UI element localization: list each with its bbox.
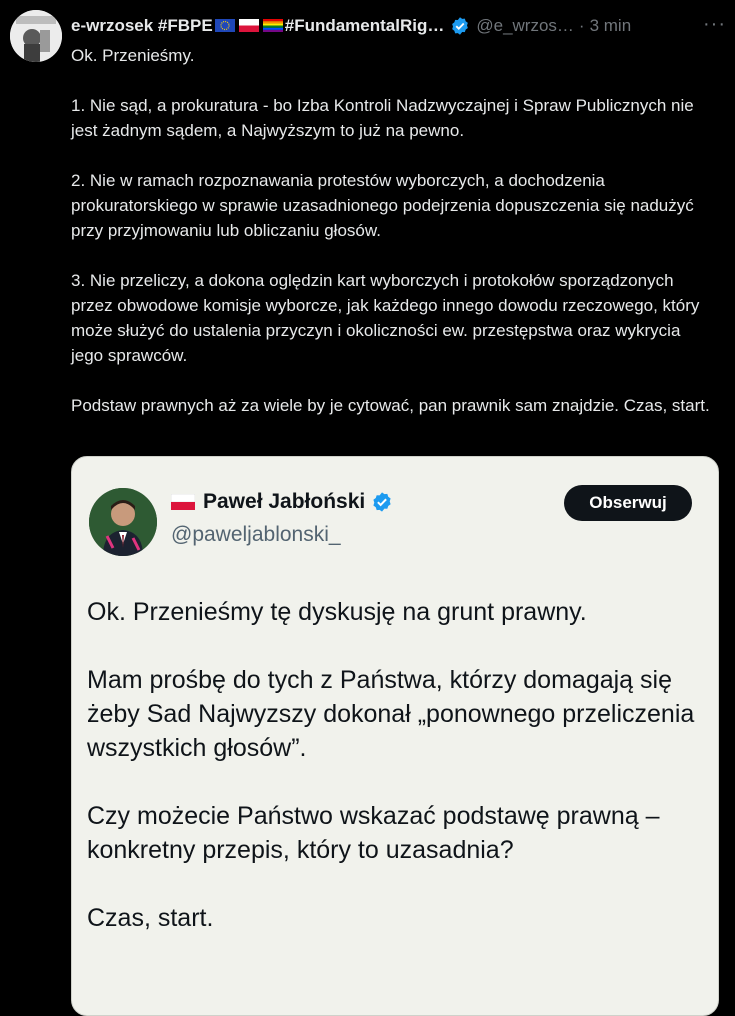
rainbow-flag-icon bbox=[263, 19, 283, 32]
tweet-text bbox=[71, 43, 711, 443]
author-display-name[interactable]: e-wrzosek #FBPE #FundamentalRig… bbox=[71, 16, 445, 35]
tweet-paragraph: 3. Nie przeliczy, a dokona oględzin kart wyborczych i protokołów sporządzonych przez obwodowe komisje wyborcze, jak każdego innego dowodu rzeczowego, który może służyć do ustalenia przyczyn i okoliczności ew. przestępstwa oraz wykrycia jego sprawców. bbox=[71, 271, 700, 365]
tweet-paragraph: Podstaw prawnych aż za wiele by je cytować, pan prawnik sam znajdzie. Czas, start. bbox=[71, 396, 710, 415]
author-avatar[interactable] bbox=[10, 10, 62, 62]
tweet-timestamp[interactable]: 3 min bbox=[589, 16, 632, 35]
follow-button[interactable]: Obserwuj bbox=[564, 485, 692, 521]
quoted-paragraph: Mam prośbę do tych z Państwa, którzy domagają się żeby Sad Najwyzszy dokonał „ponownego przeliczenia wszystkich głosów”. bbox=[87, 666, 695, 762]
more-options-icon[interactable]: ··· bbox=[703, 13, 726, 35]
poland-flag-icon bbox=[239, 19, 259, 32]
quoted-author-name[interactable]: Paweł Jabłoński bbox=[203, 490, 366, 513]
quoted-tweet-card[interactable] bbox=[71, 456, 719, 1016]
quoted-tweet-text bbox=[87, 595, 707, 969]
tweet-header bbox=[71, 14, 726, 38]
separator-dot: · bbox=[578, 16, 585, 35]
author-handle[interactable]: @e_wrzos… bbox=[476, 16, 574, 35]
poland-flag-icon bbox=[171, 494, 195, 510]
verified-badge-icon bbox=[450, 16, 470, 36]
quoted-author-name-row[interactable] bbox=[171, 490, 393, 514]
quoted-author-avatar[interactable] bbox=[89, 488, 157, 556]
eu-flag-icon bbox=[215, 19, 235, 32]
tweet-paragraph: Ok. Przenieśmy. bbox=[71, 46, 195, 65]
quoted-paragraph: Ok. Przenieśmy tę dyskusję na grunt prawny. bbox=[87, 598, 587, 626]
quoted-paragraph: Czas, start. bbox=[87, 904, 214, 932]
tweet-paragraph: 2. Nie w ramach rozpoznawania protestów wyborczych, a dochodzenia prokuratorskiego w sprawie uzasadnionego podejrzenia dopuszczenia się nadużyć przy przyjmowaniu lub obliczaniu głosów. bbox=[71, 171, 694, 240]
verified-badge-icon bbox=[371, 491, 393, 513]
tweet-paragraph: 1. Nie sąd, a prokuratura - bo Izba Kontroli Nadzwyczajnej i Spraw Publicznych nie jest żadnym sądem, a Najwyższym to już na pewno. bbox=[71, 96, 694, 140]
quoted-author-handle[interactable]: @paweljablonski_ bbox=[171, 523, 341, 546]
quoted-paragraph: Czy możecie Państwo wskazać podstawę prawną – konkretny przepis, który to uzasadnia? bbox=[87, 802, 660, 864]
